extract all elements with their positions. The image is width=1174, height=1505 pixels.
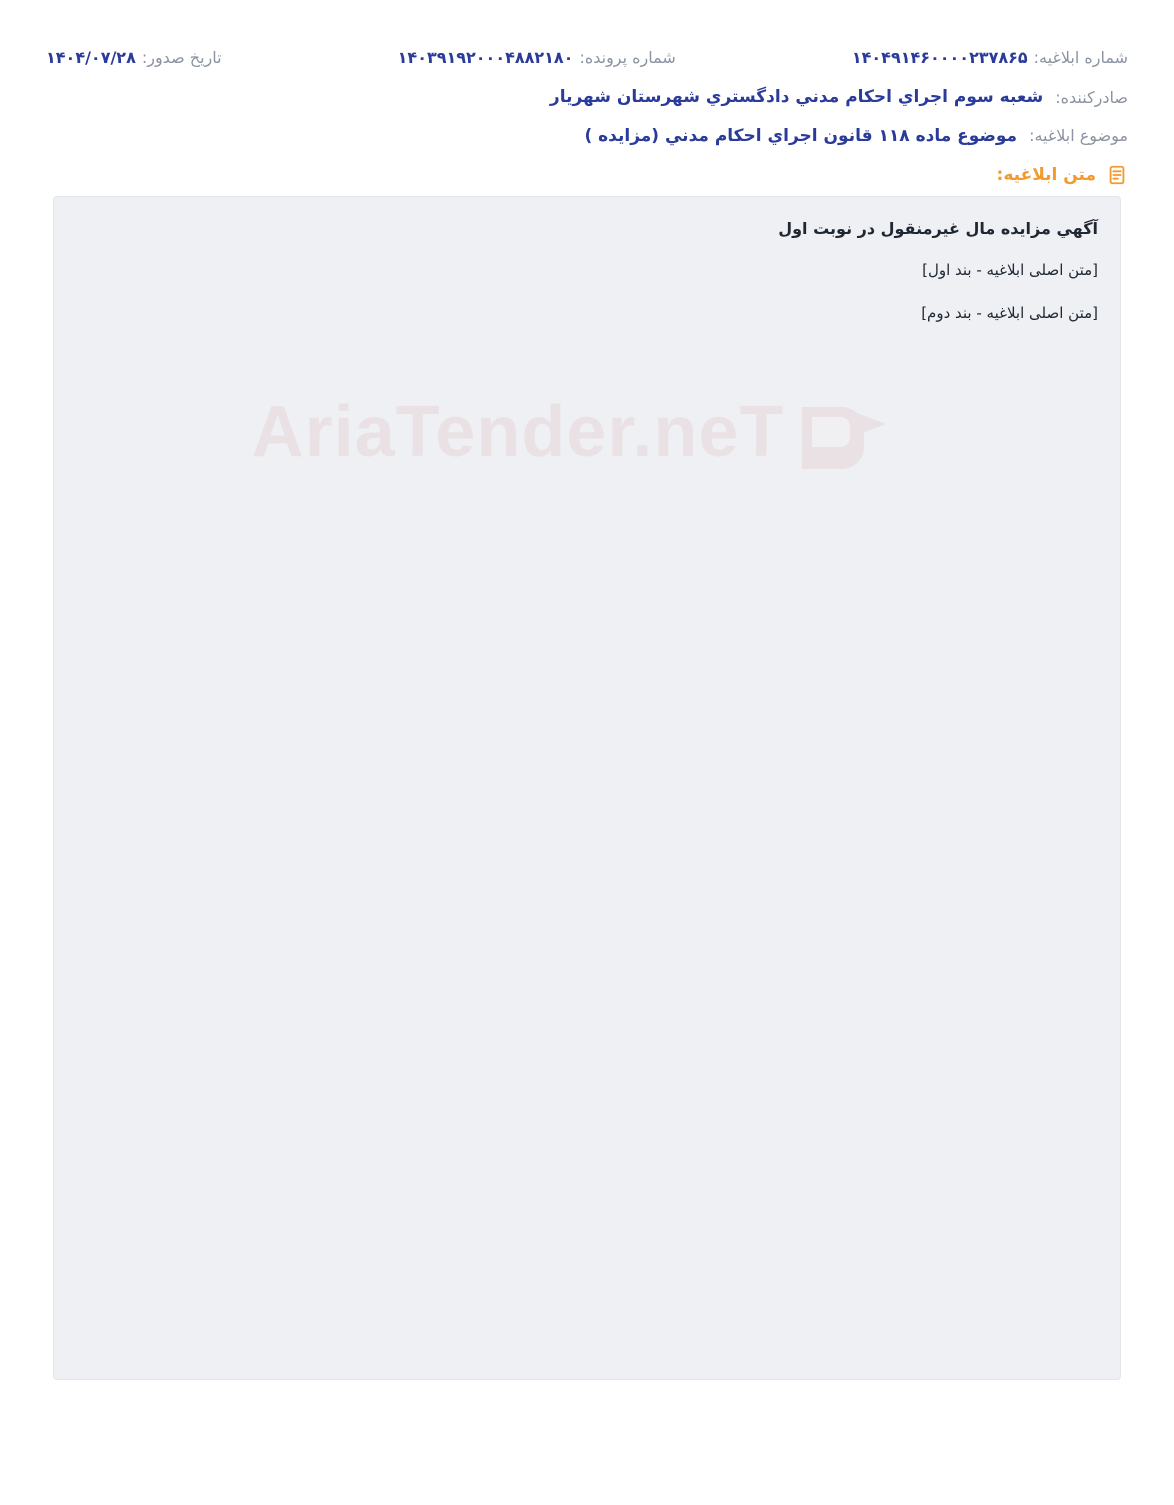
notice-panel <box>53 196 1121 1380</box>
issuer-label: صادرکننده: <box>1055 87 1128 107</box>
notice-paragraph-2: [متن اصلی ابلاغیه - بند دوم] <box>921 303 1098 322</box>
notice-document-icon <box>1106 164 1128 186</box>
watermark-text: AriaTender.neT <box>251 391 785 472</box>
subject-value: موضوع ماده ۱۱۸ قانون اجراي احكام مدني (مزايده ) <box>584 125 1018 146</box>
subject-label: موضوع ابلاغیه: <box>1029 126 1128 146</box>
aria-logo-icon <box>784 387 904 477</box>
subject-row <box>46 126 1128 146</box>
case-number <box>398 48 676 67</box>
notice-text-title-label: متن ابلاغیه: <box>996 164 1096 185</box>
notice-content <box>78 219 1098 328</box>
notice-text-title <box>46 164 1128 186</box>
notice-number-label: شماره ابلاغیه: <box>1033 48 1128 67</box>
case-number-value: ۱۴۰۳۹۱۹۲۰۰۰۴۸۸۲۱۸۰ <box>397 48 574 67</box>
notice-heading: آگهي مزايده مال غيرمنقول در نوبت اول <box>778 218 1098 238</box>
notice-paragraph-1: [متن اصلی ابلاغیه - بند اول] <box>922 260 1098 279</box>
meta-row-numbers <box>46 48 1128 67</box>
issuer-value: شعبه سوم اجراي احكام مدني دادگستري شهرستان شهريار <box>549 87 1044 108</box>
issuer-row <box>46 87 1128 107</box>
case-number-label: شماره پرونده: <box>579 48 676 67</box>
issue-date-label: تاریخ صدور: <box>141 48 222 67</box>
notice-number-value: ۱۴۰۴۹۱۴۶۰۰۰۰۲۳۷۸۶۵ <box>851 48 1028 67</box>
issue-date-value: ۱۴۰۴/۰۷/۲۸ <box>46 48 136 67</box>
notice-number <box>852 48 1128 67</box>
issue-date <box>46 48 222 67</box>
watermark <box>251 372 907 492</box>
